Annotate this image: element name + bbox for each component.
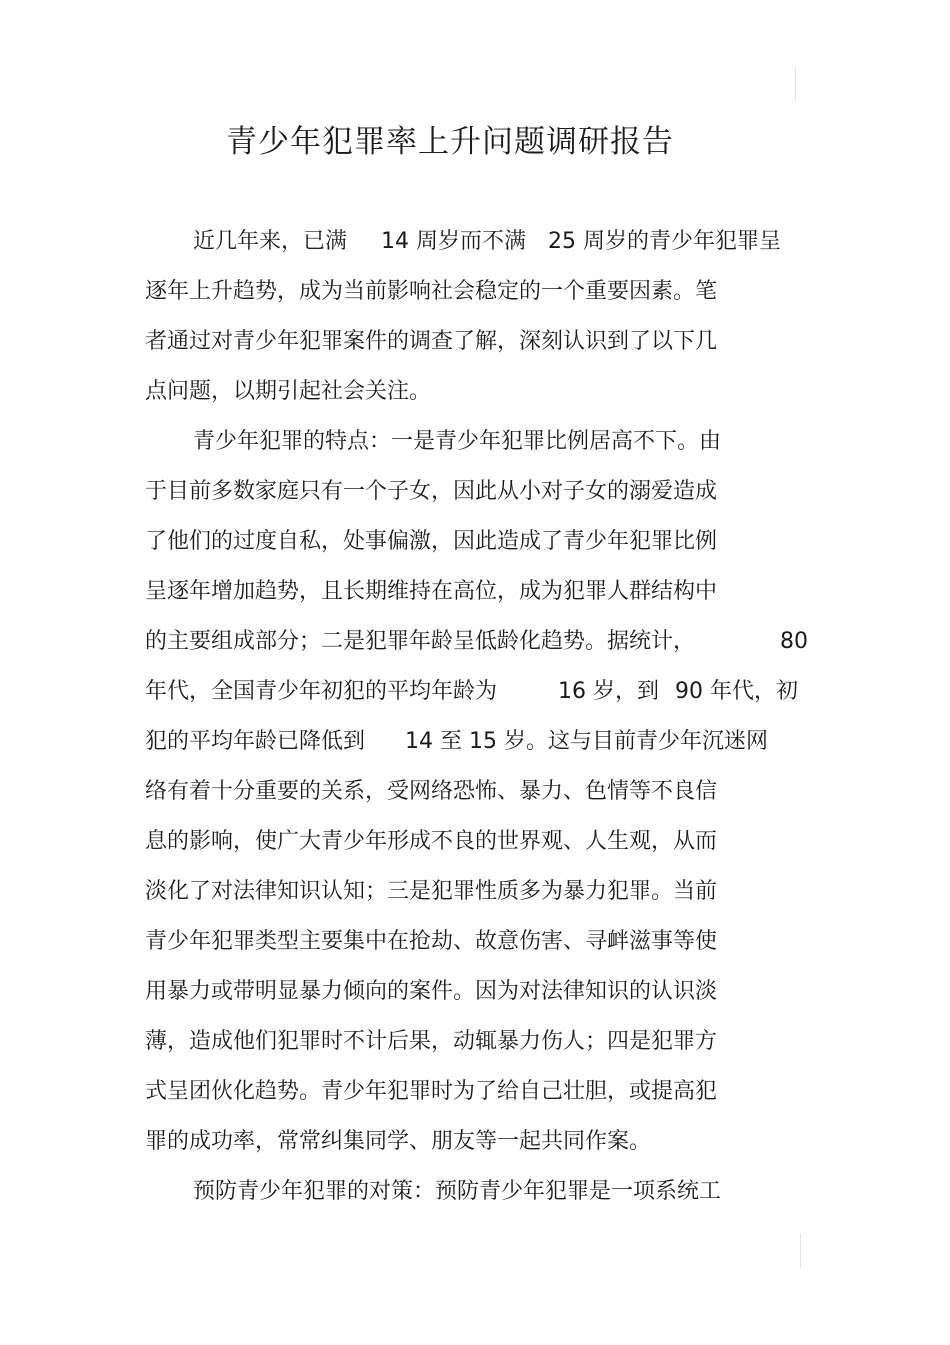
text-line bbox=[0, 975, 950, 1009]
text-line bbox=[0, 575, 950, 609]
text-line bbox=[0, 475, 950, 509]
text-segment: 于目前多数家庭只有一个子女，因此从小对子女的溺爱造成 bbox=[145, 479, 718, 504]
text-line bbox=[0, 725, 950, 759]
text-segment: 罪的成功率，常常纠集同学、朋友等一起共同作案。 bbox=[145, 1129, 652, 1154]
text-segment: 90 年代，初 bbox=[675, 679, 798, 704]
text-segment: 呈逐年增加趋势，且长期维持在高位，成为犯罪人群结构中 bbox=[145, 579, 718, 604]
text-line bbox=[0, 325, 950, 359]
text-line bbox=[0, 525, 950, 559]
text-line bbox=[0, 1075, 950, 1109]
text-line bbox=[0, 425, 950, 459]
text-segment: 薄，造成他们犯罪时不计后果，动辄暴力伤人；四是犯罪方 bbox=[145, 1029, 718, 1054]
text-segment: 25 周岁的青少年犯罪呈 bbox=[548, 229, 781, 254]
text-line bbox=[0, 875, 950, 909]
text-segment: 预防青少年犯罪的对策：预防青少年犯罪是一项系统工 bbox=[193, 1179, 722, 1204]
text-line bbox=[0, 1175, 950, 1209]
text-segment: 息的影响，使广大青少年形成不良的世界观、人生观，从而 bbox=[145, 829, 718, 854]
text-segment: 年代，全国青少年初犯的平均年龄为 bbox=[145, 679, 498, 704]
text-line bbox=[0, 775, 950, 809]
text-line bbox=[0, 375, 950, 409]
text-line bbox=[0, 1125, 950, 1159]
text-line bbox=[0, 1025, 950, 1059]
page-edge-mark-bottom bbox=[800, 1234, 801, 1268]
text-line bbox=[0, 225, 950, 259]
text-segment: 淡化了对法律知识认知；三是犯罪性质多为暴力犯罪。当前 bbox=[145, 879, 718, 904]
text-line bbox=[0, 275, 950, 309]
text-segment: 式呈团伙化趋势。青少年犯罪时为了给自己壮胆，或提高犯 bbox=[145, 1079, 718, 1104]
text-segment: 青少年犯罪的特点：一是青少年犯罪比例居高不下。由 bbox=[193, 429, 722, 454]
text-segment: 14 周岁而不满 bbox=[381, 229, 526, 254]
text-segment: 了他们的过度自私，处事偏激，因此造成了青少年犯罪比例 bbox=[145, 529, 718, 554]
text-line bbox=[0, 925, 950, 959]
text-segment: 的主要组成部分；二是犯罪年龄呈低龄化趋势。据统计， bbox=[145, 629, 696, 654]
text-segment: 80 bbox=[780, 629, 808, 654]
text-segment: 用暴力或带明显暴力倾向的案件。因为对法律知识的认识淡 bbox=[145, 979, 718, 1004]
text-line bbox=[0, 825, 950, 859]
text-segment: 青少年犯罪类型主要集中在抢劫、故意伤害、寻衅滋事等使 bbox=[145, 929, 718, 954]
text-segment: 者通过对青少年犯罪案件的调查了解，深刻认识到了以下几 bbox=[145, 329, 718, 354]
text-segment: 逐年上升趋势，成为当前影响社会稳定的一个重要因素。笔 bbox=[145, 279, 718, 304]
text-segment: 点问题，以期引起社会关注。 bbox=[145, 379, 432, 404]
text-segment: 16 岁，到 bbox=[558, 679, 659, 704]
text-segment: 络有着十分重要的关系，受网络恐怖、暴力、色情等不良信 bbox=[145, 779, 718, 804]
text-segment: 近几年来，已满 bbox=[193, 229, 348, 254]
text-segment: 犯的平均年龄已降低到 bbox=[145, 729, 366, 754]
page-edge-mark-top bbox=[795, 68, 796, 100]
document-title: 青少年犯罪率上升问题调研报告 bbox=[226, 124, 674, 160]
text-line bbox=[0, 625, 950, 659]
text-segment: 14 至 15 岁。这与目前青少年沉迷网 bbox=[405, 729, 768, 754]
text-line bbox=[0, 675, 950, 709]
